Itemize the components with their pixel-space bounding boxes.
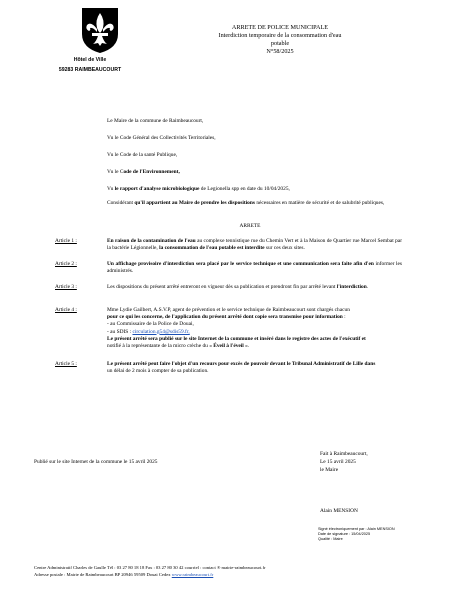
mayor-line: Le Maire de la commune de Raimbeaucourt, <box>107 118 204 124</box>
article-1-text: En raison de la contamination de l'eau au complexe tennistique rue du Chemin Vert et à la Maison de Quartier rue Marcel Sembat par la bactérie Légionnelle, la consommation de l'eau potable est interdite sur ces deux sites. <box>107 238 402 252</box>
townhall-name: Hôtel de Ville <box>73 57 107 63</box>
article-3-text: Les dispositions du présent arrêté entreront en vigueur dès sa publication et prendront fin par arrêté levant l'interdiction. <box>107 284 369 290</box>
footer-contact: Centre Administratif Charles de Gaulle Tél : 03 27 80 18 18 Fax : 03 27 80 30 42 courriel : contact ® mairie-raimbeaucourt.fr <box>34 565 266 570</box>
article-2-label: Article 2 : <box>55 261 77 267</box>
signature-date: Le 15 avril 2025 <box>320 459 356 465</box>
vu-cgct: Vu le Code Général des Collectivités Territoriales, <box>107 135 216 141</box>
decree-subject: Interdiction temporaire de la consommation d'eau <box>218 32 342 39</box>
publication-note: Publié sur le site Internet de la commune le 15 avril 2025 <box>34 459 158 465</box>
article-5-text: Le présent arrêté peut faire l'objet d'un recours pour excès de pouvoir devant le Tribunal Administratif de Lille dans un délai de 2 mois à compter de sa publication. <box>107 361 376 375</box>
decree-subject-cont: potable <box>270 40 290 47</box>
sdis-email-link[interactable]: circulation.g54@sdis59.fr, <box>132 328 190 335</box>
arrete-heading: ARRETE <box>239 223 261 229</box>
website-link[interactable]: www.raimbeaucourt.fr <box>171 572 214 577</box>
article-5-label: Article 5 : <box>55 361 77 367</box>
signature-place: Fait à Raimbeaucourt, <box>320 451 368 457</box>
townhall-address: 59283 RAIMBEAUCOURT <box>58 67 122 73</box>
considerant: Considérant qu'il appartient au Maire de prendre les dispositions nécessaires en matière de sécurité et de salubrité publiques, <box>107 200 385 206</box>
article-3-label: Article 3 : <box>55 284 77 290</box>
decree-number: N°58/2025 <box>266 48 294 55</box>
article-4-label: Article 4 : <box>55 307 77 313</box>
article-4-text: Mme Lydie Gailbert, A.S.V.P, agent de prévention et le service technique de Raimbeaucourt sont chargés chacun pour ce qui les concerne, de l'application du présent arrêté dont copie sera transmise pour information : - au Commissaire de la Police de Douai, - au SDIS : circulation.g54@sdis59.fr, Le présent arrêté sera publié sur le site Internet de la commune et inséré dans le registre des actes de l'exécutif et notifié à la représentante de la micro crèche du « Éveil à l'éveil ». <box>107 307 366 350</box>
article-2-text: Un affichage provisoire d'interdiction sera placé par le service technique et une communication sera faite afin d'en informer les administrés. <box>107 261 402 275</box>
fleur-de-lis-logo-icon <box>78 6 122 54</box>
vu-sante: Vu le Code de la santé Publique, <box>107 152 178 158</box>
signature-role: le Maire <box>320 467 339 473</box>
vu-environnement: Vu le Code de l'Environnement, <box>107 169 180 175</box>
article-1-label: Article 1 : <box>55 238 77 244</box>
signatory-name: Alain MENSION <box>320 508 358 514</box>
decree-title: ARRETE DE POLICE MUNICIPALE <box>231 24 329 31</box>
footer-address: Adresse postale : Mairie de Raimbeaucourt BP 20946 59509 Douai Cedex www.raimbeaucourt.fr <box>34 572 214 577</box>
e-signature-block: Signé électroniquement par : Alain MENSION Date de signature : 15/04/2025 Qualité : Maire <box>318 527 395 541</box>
vu-rapport: Vu le rapport d'analyse microbiologique de Legionella spp en date du 10/04/2025, <box>107 186 290 192</box>
